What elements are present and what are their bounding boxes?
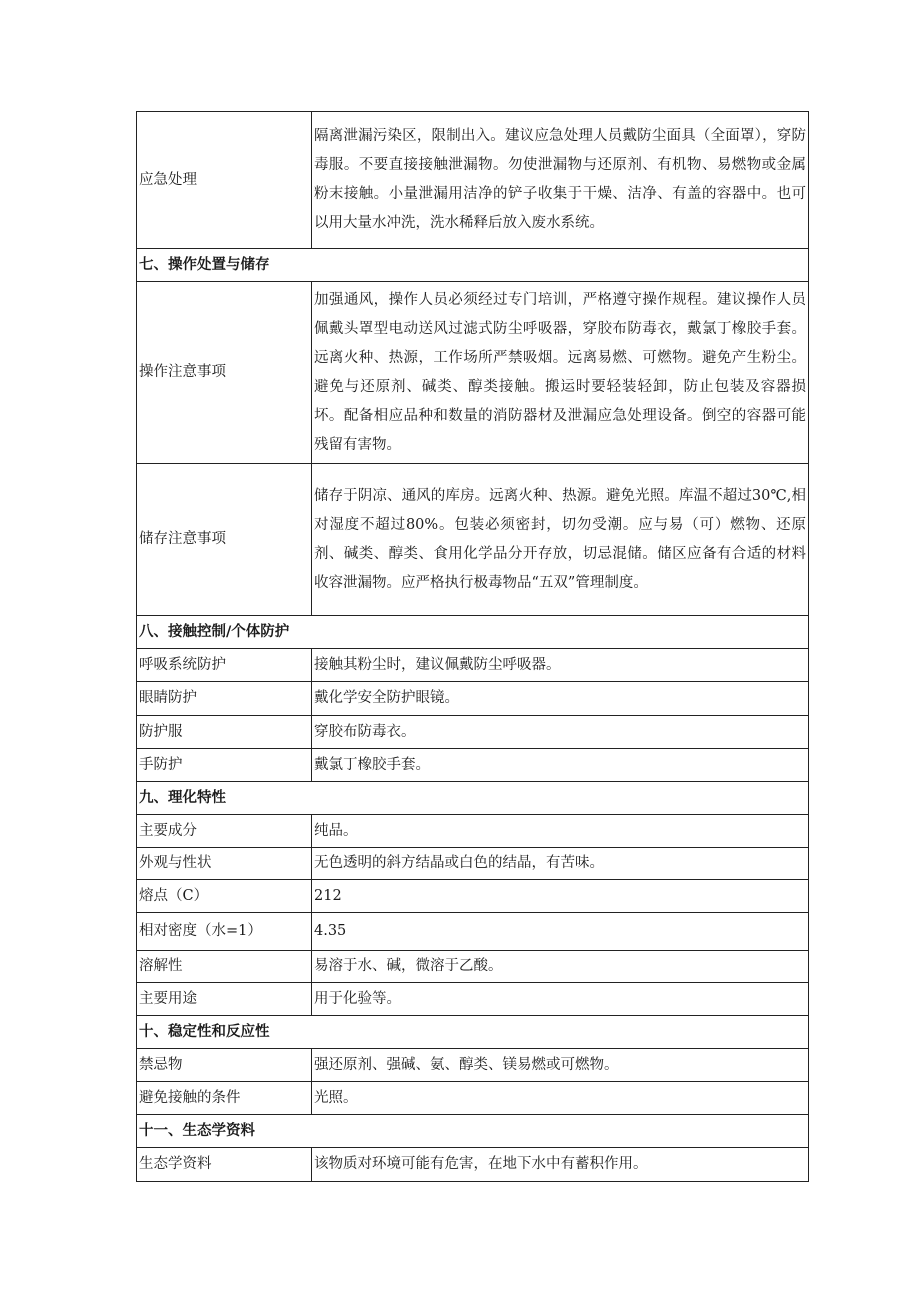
- row-value: 穿胶布防毒衣。: [312, 716, 809, 749]
- row-label: 主要用途: [137, 983, 312, 1016]
- row-label: 主要成分: [137, 815, 312, 848]
- table-row: [137, 682, 809, 716]
- table-row: [137, 282, 809, 464]
- table-row: [137, 913, 809, 951]
- row-value: 用于化验等。: [312, 983, 809, 1016]
- row-label-emergency: 应急处理: [137, 112, 312, 249]
- table-row: [137, 983, 809, 1016]
- table-row: [137, 464, 809, 616]
- section-title-10: 十、稳定性和反应性: [137, 1016, 809, 1049]
- table-row: [137, 848, 809, 880]
- section-title-11: 十一、生态学资料: [137, 1115, 809, 1148]
- table-row: [137, 749, 809, 782]
- row-label: 操作注意事项: [137, 282, 312, 464]
- table-row: [137, 1049, 809, 1082]
- row-value: 加强通风，操作人员必须经过专门培训，严格遵守操作规程。建议操作人员佩戴头罩型电动送风过滤式防尘呼吸器，穿胶布防毒衣，戴氯丁橡胶手套。远离火种、热源，工作场所严禁吸烟。远离易燃、可燃物。避免产生粉尘。避免与还原剂、碱类、醇类接触。搬运时要轻装轻卸，防止包装及容器损坏。配备相应品种和数量的消防器材及泄漏应急处理设备。倒空的容器可能残留有害物。: [312, 282, 809, 464]
- row-label: 熔点（C）: [137, 880, 312, 913]
- table-row: [137, 815, 809, 848]
- row-value: 212: [312, 880, 809, 913]
- row-value: 该物质对环境可能有危害，在地下水中有蓄积作用。: [312, 1148, 809, 1182]
- row-label: 手防护: [137, 749, 312, 782]
- row-value: 储存于阴凉、通风的库房。远离火种、热源。避免光照。库温不超过30℃,相对湿度不超过80%。包装必须密封，切勿受潮。应与易（可）燃物、还原剂、碱类、醇类、食用化学品分开存放，切忌混储。储区应备有合适的材料收容泄漏物。应严格执行极毒物品“五双”管理制度。: [312, 464, 809, 616]
- section-header-row: [137, 249, 809, 282]
- row-label: 避免接触的条件: [137, 1082, 312, 1115]
- table-row: [137, 649, 809, 682]
- section-title-9: 九、理化特性: [137, 782, 809, 815]
- table-row: [137, 112, 809, 249]
- section-header-row: [137, 616, 809, 649]
- row-label: 生态学资料: [137, 1148, 312, 1182]
- row-value: 强还原剂、强碱、氨、醇类、镁易燃或可燃物。: [312, 1049, 809, 1082]
- row-label: 相对密度（水=1）: [137, 913, 312, 951]
- row-label: 储存注意事项: [137, 464, 312, 616]
- row-value: 纯品。: [312, 815, 809, 848]
- row-value: 易溶于水、碱，微溶于乙酸。: [312, 951, 809, 983]
- table-row: [137, 880, 809, 913]
- msds-table: [136, 111, 809, 1182]
- row-label: 外观与性状: [137, 848, 312, 880]
- row-value: 接触其粉尘时，建议佩戴防尘呼吸器。: [312, 649, 809, 682]
- table-row: [137, 716, 809, 749]
- row-value: 戴化学安全防护眼镜。: [312, 682, 809, 716]
- section-header-row: [137, 1115, 809, 1148]
- row-value: 4.35: [312, 913, 809, 951]
- table-row: [137, 1082, 809, 1115]
- section-title-7: 七、操作处置与储存: [137, 249, 809, 282]
- section-header-row: [137, 1016, 809, 1049]
- section-title-8: 八、接触控制/个体防护: [137, 616, 809, 649]
- row-label: 防护服: [137, 716, 312, 749]
- row-value: 无色透明的斜方结晶或白色的结晶，有苦味。: [312, 848, 809, 880]
- row-value: 光照。: [312, 1082, 809, 1115]
- row-label: 眼睛防护: [137, 682, 312, 716]
- table-row: [137, 951, 809, 983]
- section-header-row: [137, 782, 809, 815]
- row-value: 戴氯丁橡胶手套。: [312, 749, 809, 782]
- row-label: 禁忌物: [137, 1049, 312, 1082]
- row-label: 溶解性: [137, 951, 312, 983]
- table-row: [137, 1148, 809, 1182]
- row-label: 呼吸系统防护: [137, 649, 312, 682]
- row-value-emergency: 隔离泄漏污染区，限制出入。建议应急处理人员戴防尘面具（全面罩），穿防毒服。不要直接接触泄漏物。勿使泄漏物与还原剂、有机物、易燃物或金属粉末接触。小量泄漏用洁净的铲子收集于干燥、洁净、有盖的容器中。也可以用大量水冲洗，洗水稀释后放入废水系统。: [312, 112, 809, 249]
